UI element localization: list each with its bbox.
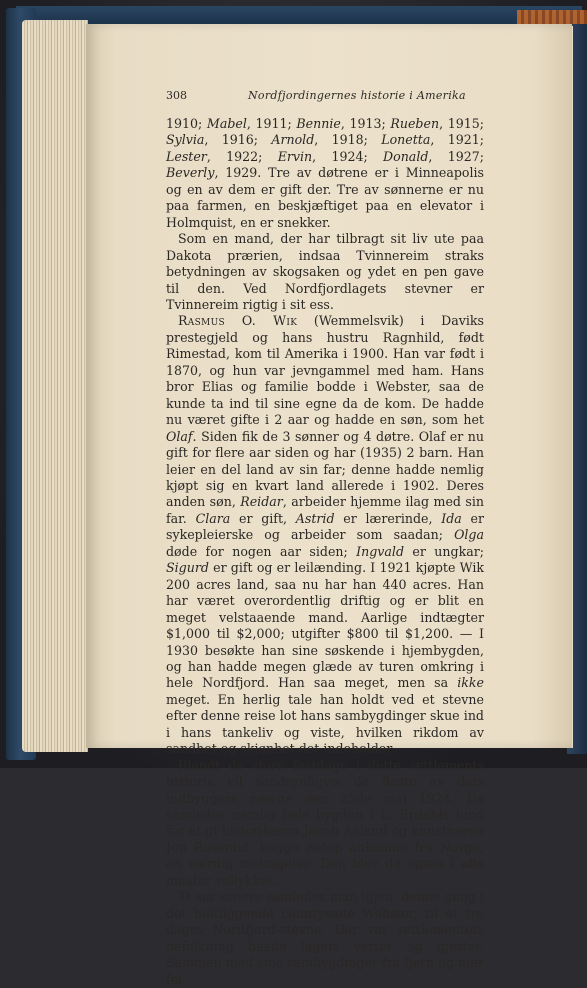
- italic-name: Ervin: [277, 148, 313, 164]
- text-run: Ti aar senere samledes man igjen, denne gang i det høitliggende countysæte Webster, til et tre dages Nordfjord-stevne. Der var settlementets befolkning baade lagets verter og gjester. Sammen med sine sambygdinger fra fjern og nær fei-: [166, 889, 484, 987]
- text-run: , 1916;: [204, 132, 272, 148]
- text-run: , 1924;: [312, 148, 384, 164]
- italic-name: Astrid: [295, 510, 335, 526]
- text-run: Blandt de store festdage i dette settlements historie vil sandsynligvis de fleste av dets indbyggere nævne den 25de mai 1924. Da samledes nemlig hele bygden i L. Erdahls lund for at gi historikeren Jacob Aaland og kunstneren Jon Rosenlid, begge netop ankomne fra Norge, en værdig mottagelse. Den blev da ogsaa i alle maater vellykket.: [166, 757, 484, 888]
- italic-name: Sigurd: [166, 560, 209, 576]
- italic-name: Rueben: [390, 116, 440, 131]
- italic-name: Olaf: [166, 428, 193, 444]
- text-run: meget. En herlig tale han holdt ved et stevne efter denne reise lot hans sambygdinger skue ind i hans tankeliv og viste, hvilken rikdom av sandhet og skjønhet det indeholder: [166, 691, 484, 757]
- text-run: er ungkar;: [404, 543, 484, 559]
- italic-name: Arnold: [271, 132, 315, 148]
- italic-name: Bennie: [296, 116, 341, 131]
- text-run: er lærerinde,: [334, 510, 442, 526]
- text-run: (Wemmelsvik) i Daviks prestegjeld og hans hustru Ragnhild, født Rimestad, kom til Amerika i 1900. Han var født i 1870, og hun var jevngammel med ham. Hans bror Elias og familie bodde i Webster, saa de kunde ta ind til sine egne da de kom. De hadde nu været gifte i 2 aar og hadde en søn, som het: [166, 313, 484, 428]
- text-run: , 1915;: [439, 116, 484, 131]
- text-run: , 1911;: [246, 116, 297, 131]
- text-run: , 1921;: [430, 132, 484, 148]
- italic-name: Lonetta: [381, 132, 431, 148]
- running-title: Nordfjordingernes historie i Amerika: [248, 89, 466, 102]
- body-text: [166, 116, 484, 988]
- running-header: [166, 89, 486, 105]
- text-run: , 1922;: [206, 148, 278, 164]
- page-edges-left: [22, 20, 88, 752]
- paragraph-p1: [166, 116, 484, 231]
- italic-name: Ida: [441, 510, 462, 526]
- text-run: , 1929. Tre av døtrene er i Minneapolis og en av dem er gift der. Tre av sønnerne er nu paa farmen, en beskjæftiget paa en elevator i Holmquist, en er snekker.: [166, 165, 484, 230]
- text-run: døde for nogen aar siden;: [166, 543, 357, 559]
- italic-name: Donald: [383, 148, 429, 164]
- text-run: , 1913;: [340, 116, 391, 131]
- text-run: er gift og er leilænding. I 1921 kjøpte Wik 200 acres land, saa nu har han 440 acres. Han har været overordentlig driftig og er blit en meget velstaaende mand. Aarlige indtægter $1,000 til $2,000; utgifter $800 til $1,200. — I 1930 besøkte han sine søskende i hjembygden, og han hadde megen glæde av turen omkring i hele Nordfjord. Han saa meget, men sa: [166, 560, 484, 691]
- text-run: , arbeider hjemme ilag med sin far.: [166, 494, 484, 526]
- italic-name: Olga: [454, 527, 484, 543]
- text-run: , 1918;: [314, 132, 382, 148]
- page-number: 308: [166, 89, 187, 102]
- italic-name: Sylvia: [166, 132, 205, 148]
- italic-name: Reidar: [240, 494, 283, 510]
- italic-name: Mabel: [206, 116, 247, 131]
- italic-name: Clara: [195, 510, 231, 526]
- text-run: 1910;: [166, 116, 207, 131]
- paragraph-p5: [166, 889, 484, 988]
- book-cover-top: [16, 6, 582, 26]
- paragraph-p3: [166, 313, 484, 757]
- italic-name: Ingvald: [356, 543, 405, 559]
- paragraph-p2: [166, 231, 484, 313]
- italic-name: Beverly: [166, 165, 215, 181]
- text-run: , 1927;: [428, 148, 484, 164]
- text-run: er sykepleierske og arbeider som saadan;: [166, 510, 484, 543]
- italic-name: Lester: [166, 148, 207, 164]
- text-run: . Siden fik de 3 sønner og 4 døtre. Olaf er nu gift for flere aar siden og har (1935) 2 barn. Han leier en del land av sin far; denne hadde nemlig kjøpt sig en kvart land allerede i 1902. Deres anden søn,: [166, 428, 484, 510]
- italic-name: ikke: [457, 675, 484, 691]
- text-run: er gift,: [230, 510, 296, 526]
- text-run: Som en mand, der har tilbragt sit liv ute paa Dakota prærien, indsaa Tvinnereim straks betydningen av skogsaken og ydet en pen gave til den. Ved Nordfjordlagets stevner er Tvinnereim rigtig i sit ess.: [166, 231, 484, 312]
- small-caps-name: Rasmus O. Wik: [178, 313, 298, 329]
- paragraph-p4: [166, 758, 484, 890]
